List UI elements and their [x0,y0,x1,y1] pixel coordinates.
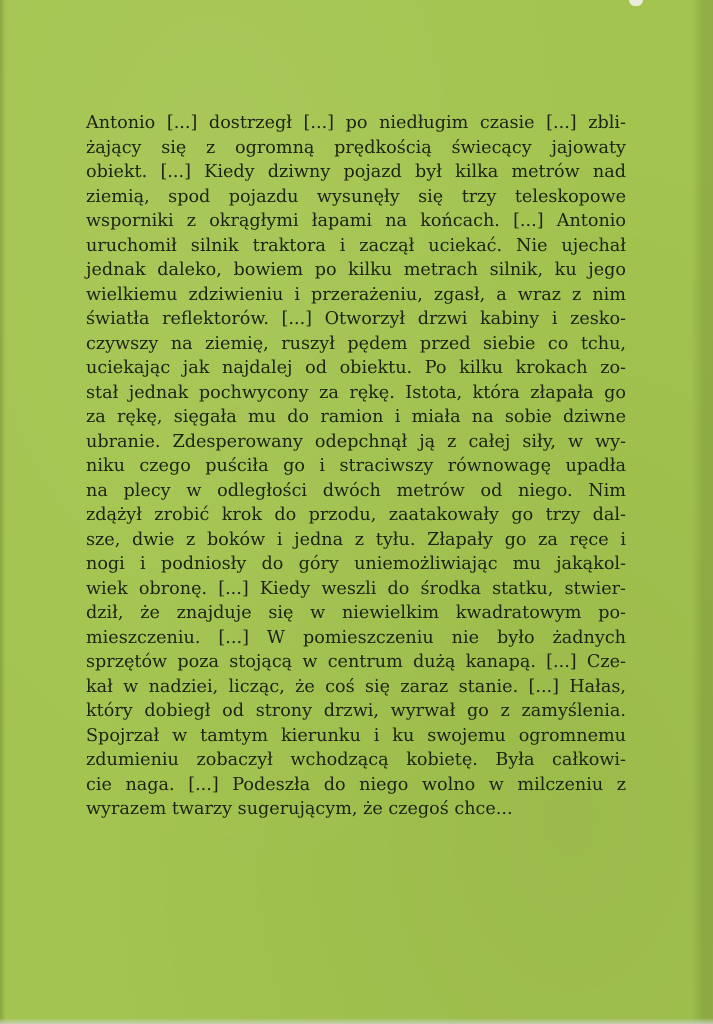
blurb-line: sze, dwie z boków i jedna z tyłu. Złapały go za ręce i [86,529,626,550]
blurb-line: jednak daleko, bowiem po kilku metrach silnik, ku jego [86,260,626,280]
blurb-line: światła reflektorów. [...] Otworzył drzwi kabiny i zesko- [86,309,626,329]
blurb-line: zdumieniu zobaczył wchodzącą kobietę. Była całkowi- [86,750,626,770]
blurb-line: uciekając jak najdalej od obiektu. Po kilku krokach zo- [86,358,626,378]
blurb-line: czywszy na ziemię, ruszył pędem przed siebie co tchu, [86,333,626,354]
blurb-line: żający się z ogromną prędkością świecący jajowaty [86,137,626,158]
blurb-line: Spojrzał w tamtym kierunku i ku swojemu ogromnemu [86,725,626,746]
blurb-line: wielkiemu zdziwieniu i przerażeniu, zgasł, a wraz z nim [86,284,626,305]
blurb-line: stał jednak pochwycony za rękę. Istota, która złapała go [86,382,626,403]
blurb-line: cie naga. [...] Podeszła do niego wolno w milczeniu z [86,774,626,795]
blurb-line: który dobiegł od strony drzwi, wyrwał go z zamyślenia. [86,701,626,721]
back-cover-blurb [86,111,626,822]
blurb-line: wsporniki z okrągłymi łapami na końcach. [...] Antonio [86,211,626,231]
blurb-line: dził, że znajduje się w niewielkim kwadratowym po- [86,603,626,623]
blurb-line: nogi i podniosły do góry uniemożliwiając mu jakąkol- [86,554,626,574]
blurb-line: na plecy w odległości dwóch metrów od niego. Nim [86,480,626,501]
cover-left-edge-shadow [0,0,6,1024]
blurb-line-last: wyrazem twarzy sugerującym, że czegoś chce... [86,799,513,819]
blurb-line: wiek obronę. [...] Kiedy weszli do środka statku, stwier- [86,578,626,599]
blurb-line: obiekt. [...] Kiedy dziwny pojazd był kilka metrów nad [86,162,626,182]
blurb-line: sprzętów poza stojącą w centrum dużą kanapą. [...] Cze- [86,652,626,672]
blurb-line: uruchomił silnik traktora i zaczął uciekać. Nie ujechał [86,235,626,256]
cover-bottom-edge [0,1018,713,1024]
blurb-line: zdążył zrobić krok do przodu, zaatakowały go trzy dal- [86,505,626,525]
cover-spine-shadow [691,0,713,1024]
blurb-line: Antonio [...] dostrzegł [...] po niedługim czasie [...] zbli- [86,113,626,133]
cover-worn-corner [629,0,643,6]
blurb-line: ubranie. Zdesperowany odepchnął ją z całej siły, w wy- [86,431,626,452]
blurb-line: ziemią, spod pojazdu wysunęły się trzy teleskopowe [86,186,626,207]
blurb-line: mieszczeniu. [...] W pomieszczeniu nie było żadnych [86,627,626,648]
blurb-line: za rękę, sięgała mu do ramion i miała na sobie dziwne [86,407,626,427]
blurb-line: niku czego puściła go i straciwszy równowagę upadła [86,456,626,476]
blurb-line: kał w nadziei, licząc, że coś się zaraz stanie. [...] Hałas, [86,676,626,697]
